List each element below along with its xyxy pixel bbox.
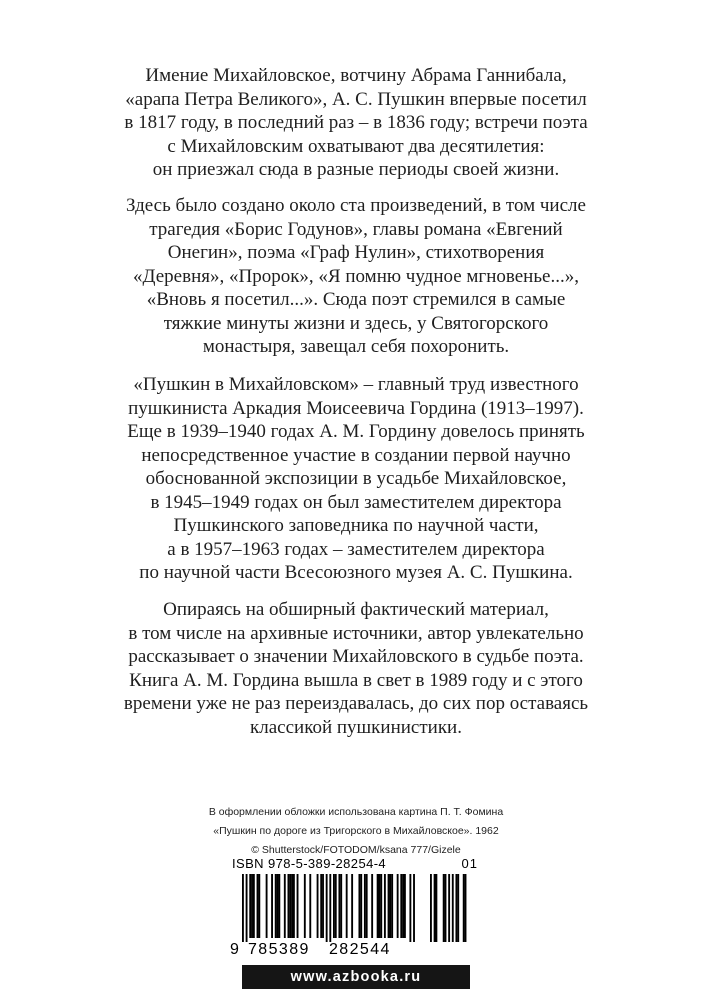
ean-left-group: 785389 [248, 941, 310, 958]
barcode-guard-bar [329, 874, 331, 942]
barcode-bar [258, 874, 260, 938]
text-line: в том числе на архивные источники, автор увлекательно [128, 622, 584, 644]
barcode-guard-bar [242, 874, 244, 942]
text-line: «Пушкин в Михайловском» – главный труд известного [133, 374, 579, 395]
text-line: в 1817 году, в последний раз – в 1836 году; встречи поэта [124, 112, 588, 133]
barcode-bar [333, 874, 335, 938]
credit-line: «Пушкин по дороге из Тригорского в Михайловское». 1962 [213, 825, 499, 837]
publisher-website: www.azbooka.ru [242, 965, 470, 989]
barcode-bar [380, 874, 382, 938]
barcode-addon-bar [443, 874, 445, 942]
text-line: Книга А. М. Гордина вышла в свет в 1989 году и с этого [129, 669, 583, 691]
barcode-bar [389, 874, 391, 938]
barcode-guard-bar [326, 874, 328, 942]
barcode-guard-bar [413, 874, 415, 942]
barcode-bar [404, 874, 406, 938]
barcode-bar [249, 874, 251, 938]
barcode-bar [251, 874, 253, 938]
text-line: рассказывает о значении Михайловского в судьбе поэта. [128, 646, 584, 667]
barcode-bar [317, 874, 319, 938]
barcode-bar [346, 874, 348, 938]
text-line: Здесь было создано около ста произведений, в том числе [126, 195, 586, 216]
barcode-bar [271, 874, 273, 938]
text-line: обоснованной экспозиции в усадьбе Михайловское, [145, 468, 567, 489]
barcode-bar [277, 874, 279, 938]
barcode-bar [284, 874, 286, 938]
text-line: тяжкие минуты жизни и здесь, у Святогорского [163, 312, 549, 334]
text-line: классикой пушкинистики. [250, 716, 462, 738]
barcode-bar [293, 874, 295, 938]
barcode-bar [366, 874, 368, 938]
ean-first-digit: 9 [230, 941, 241, 958]
barcode-bar [400, 874, 402, 938]
barcode-bar [384, 874, 386, 938]
barcode-bar [338, 874, 340, 938]
text-line: по научной части Всесоюзного музея А. С. Пушкина. [139, 562, 573, 583]
barcode-guard-bar [409, 874, 411, 942]
barcode-bar [379, 874, 381, 938]
barcode-bar [253, 874, 255, 938]
barcode-bar [388, 874, 390, 938]
text-line: времени уже не раз переиздавалась, до сих пор оставаясь [123, 693, 589, 714]
barcode-addon-bar [448, 874, 450, 942]
barcode-bar [297, 874, 299, 938]
isbn-header [232, 856, 482, 872]
barcode-bar [391, 874, 393, 938]
credit-line: © Shutterstock/FOTODOM/ksana 777/Gizele [251, 844, 461, 856]
text-line: пушкиниста Аркадия Моисеевича Гордина (1913–1997). [128, 397, 584, 419]
paragraph-author [0, 373, 712, 585]
barcode-bar [289, 874, 291, 938]
barcode-bar [377, 874, 379, 938]
barcode-bar [266, 874, 268, 938]
barcode-bar [304, 874, 306, 938]
barcode-addon-bar [455, 874, 457, 942]
barcode-guard-bar [246, 874, 248, 942]
barcode-bar [371, 874, 373, 938]
barcode-bar [340, 874, 342, 938]
barcode-addon-bar [430, 874, 432, 942]
barcode-bar [309, 874, 311, 938]
barcode-bar [322, 874, 324, 938]
barcode-addon-bar [445, 874, 447, 942]
text-line: непосредственное участие в создании первой научно [141, 444, 571, 466]
barcode-bar [320, 874, 322, 938]
barcode-bar [288, 874, 290, 938]
isbn-addon-code: 01 [461, 856, 478, 871]
text-line: с Михайловским охватывают два десятилетия: [167, 135, 545, 157]
paragraph-history [0, 64, 712, 182]
text-line: Еще в 1939–1940 годах А. М. Гордину довелось принять [127, 421, 585, 442]
paragraph-book [0, 598, 712, 739]
text-line: а в 1957–1963 годах – заместителем директора [167, 538, 545, 560]
barcode-bar [351, 874, 353, 938]
barcode-bar [402, 874, 404, 938]
barcode-bar [275, 874, 277, 938]
text-line: «арапа Петра Великого», А. С. Пушкин впервые посетил [125, 88, 587, 110]
barcode-bar [257, 874, 259, 938]
text-line: монастыря, завещал себя похоронить. [202, 336, 510, 357]
barcode-bar [358, 874, 360, 938]
isbn-barcode [222, 856, 488, 961]
barcode-bars [222, 874, 488, 942]
text-line: «Вновь я посетил...». Сюда поэт стремился в самые [146, 289, 566, 310]
barcode-addon-bar [457, 874, 459, 942]
barcode-addon-bar [465, 874, 467, 942]
credit-line: В оформлении обложки использована картина П. Т. Фомина [208, 806, 504, 818]
text-line: трагедия «Борис Годунов», главы романа «Евгений [149, 218, 563, 240]
barcode-addon-bar [434, 874, 436, 942]
barcode-addon-bar [435, 874, 437, 942]
text-line: в 1945–1949 годах он был заместителем директора [150, 491, 562, 513]
cover-credits [0, 803, 712, 860]
barcode-bar [397, 874, 399, 938]
barcode-bar [360, 874, 362, 938]
text-line: «Деревня», «Пророк», «Я помню чудное мгновенье...», [133, 265, 579, 287]
text-line: Имение Михайловское, вотчину Абрама Ганнибала, [145, 65, 567, 86]
barcode-bar [278, 874, 280, 938]
text-line: он приезжал сюда в разные периоды своей жизни. [152, 159, 560, 180]
barcode-bar [335, 874, 337, 938]
text-line: Опираясь на обширный фактический материал, [163, 599, 549, 620]
barcode-addon-bar [463, 874, 465, 942]
isbn-text: ISBN 978-5-389-28254-4 [232, 856, 387, 871]
paragraph-works [0, 194, 712, 359]
barcode-addon-bar [452, 874, 454, 942]
barcode-bar [291, 874, 293, 938]
barcode-digits [222, 941, 488, 961]
text-line: Онегин», поэма «Граф Нулин», стихотворения [167, 242, 545, 263]
text-line: Пушкинского заповедника по научной части, [173, 515, 539, 536]
ean-right-group: 282544 [329, 941, 391, 958]
barcode-bar [364, 874, 366, 938]
